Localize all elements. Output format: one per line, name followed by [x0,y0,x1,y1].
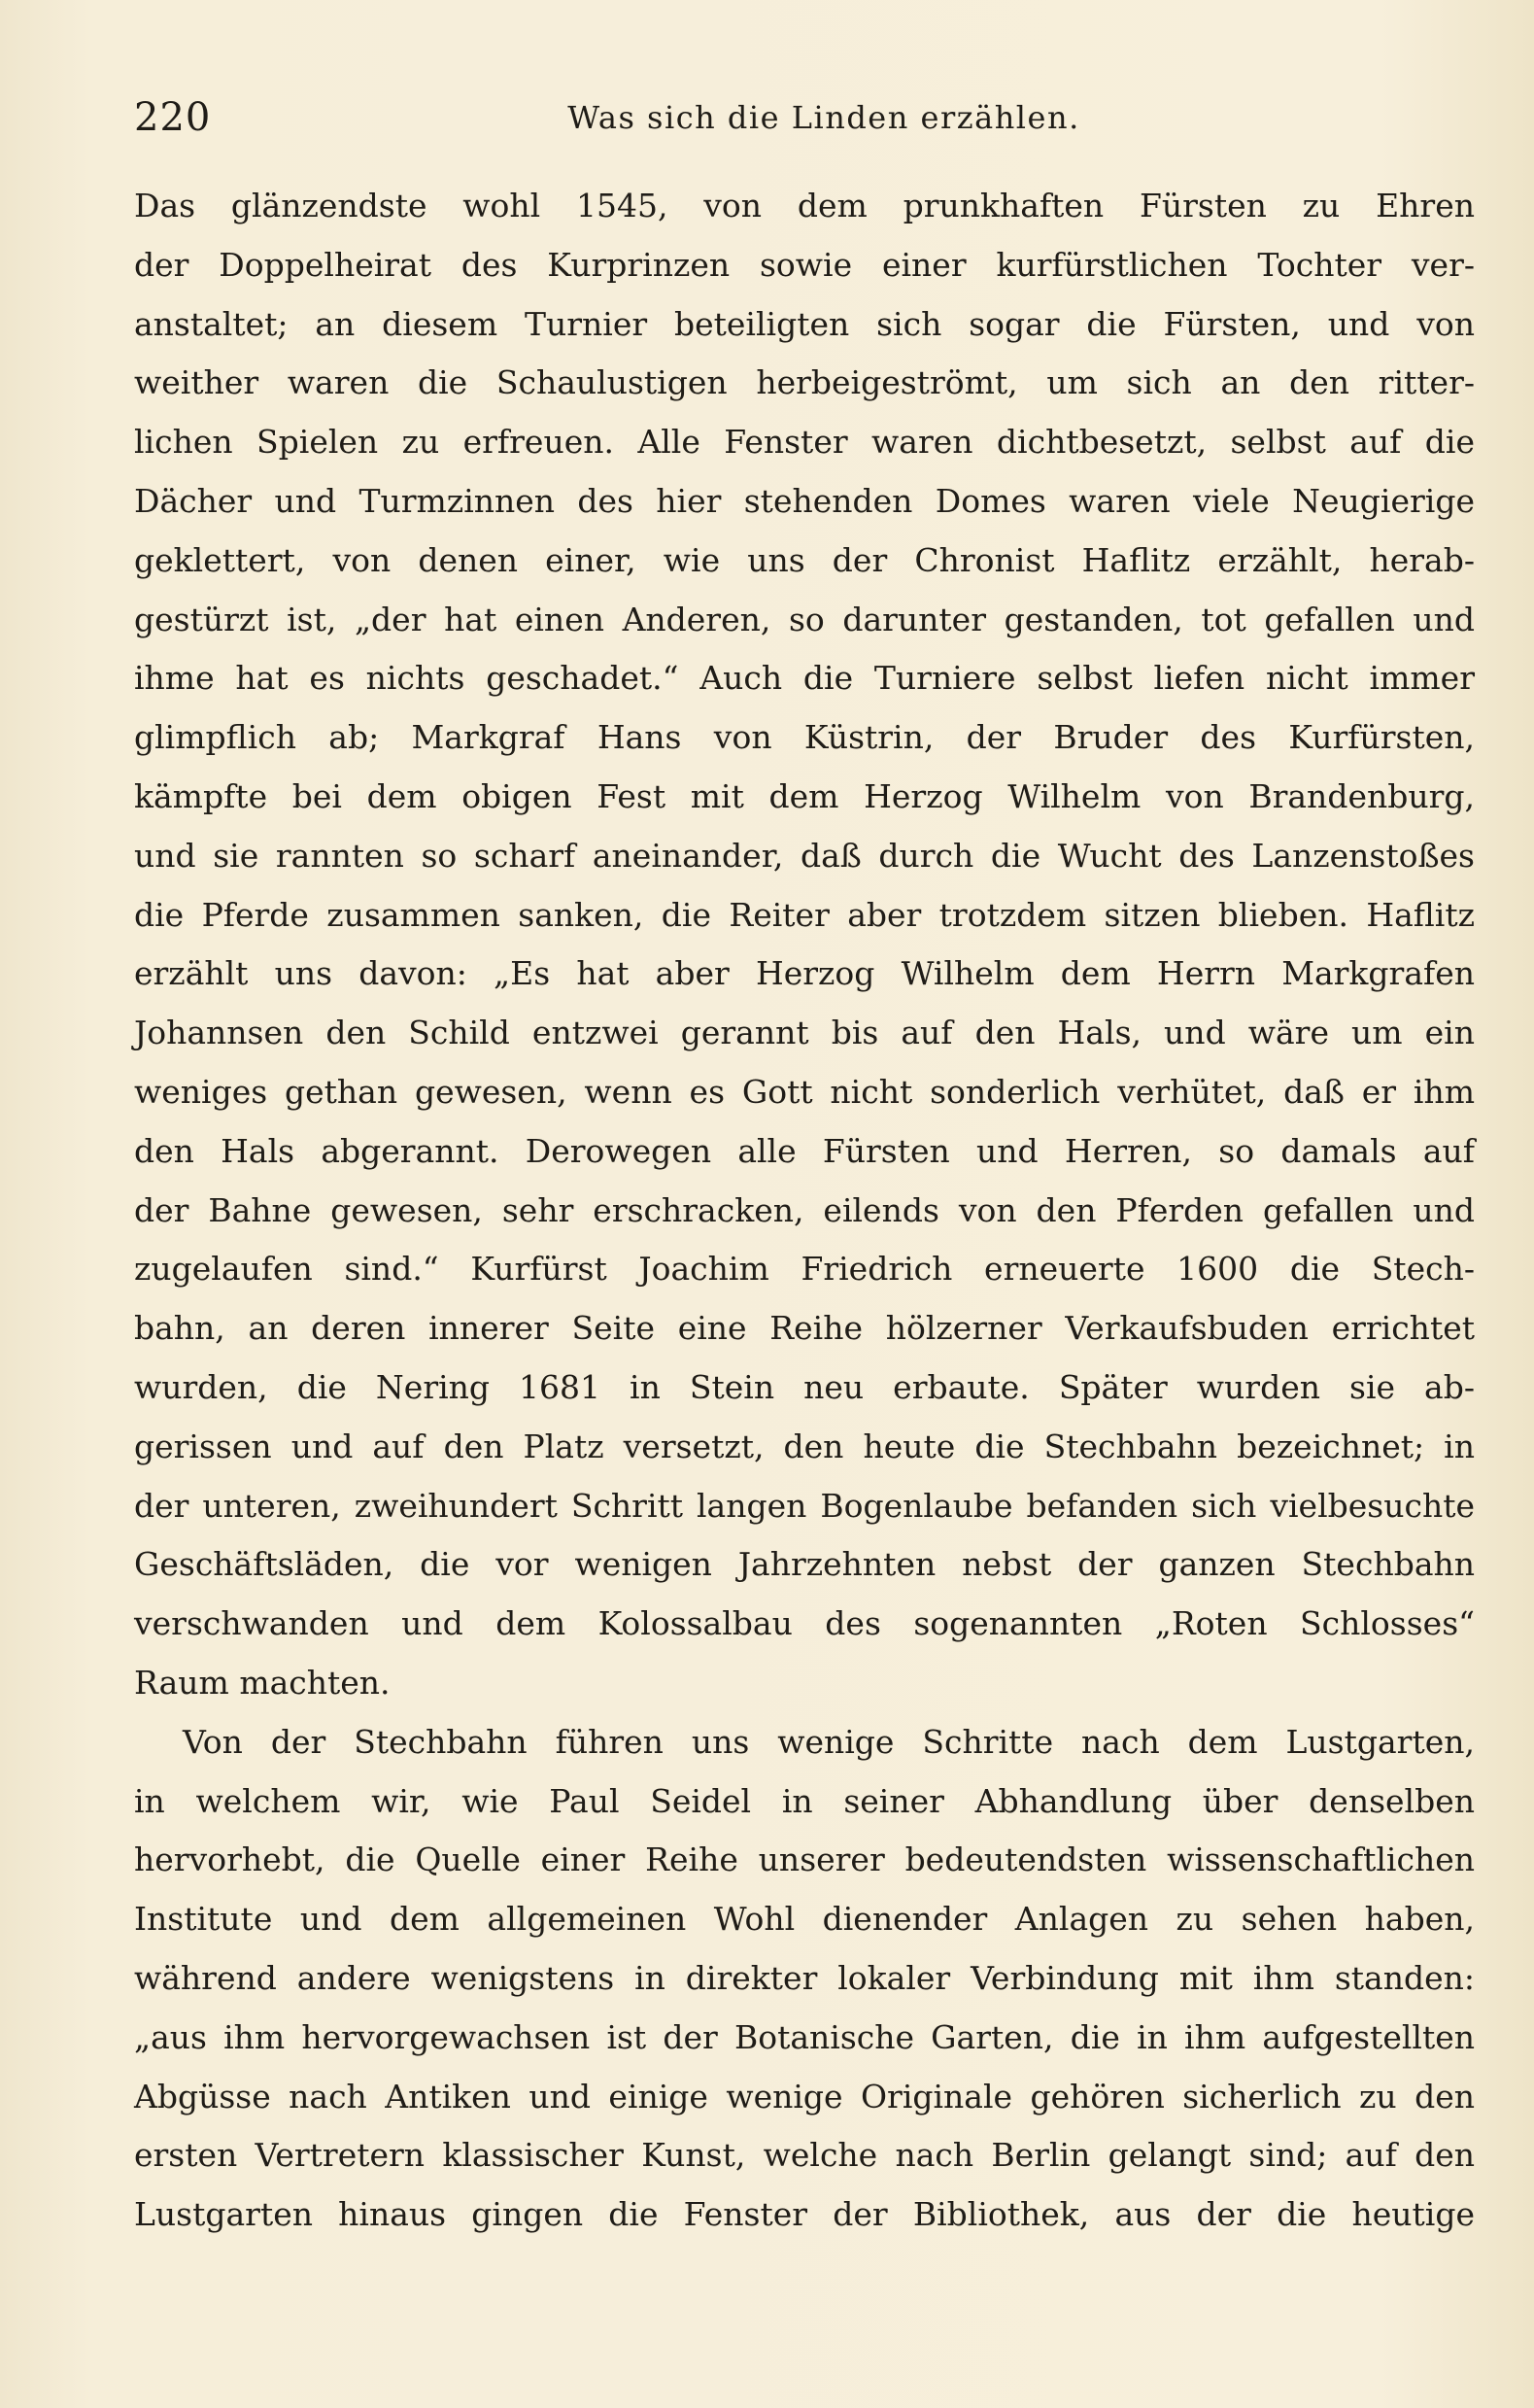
text-line: kämpfte bei dem obigen Fest mit dem Herzog Wilhelm von Brandenburg, [134,776,1475,815]
text-line: während andere wenigstens in direkter lokaler Verbindung mit ihm standen: [134,1958,1475,1997]
text-line: wurden, die Nering 1681 in Stein neu erbaute. Später wurden sie ab- [134,1367,1475,1406]
text-line: weither waren die Schaulustigen herbeigeströmt, um sich an den ritter- [134,363,1475,402]
text-line: anstaltet; an diesem Turnier beteiligten sich sogar die Fürsten, und von [134,304,1475,343]
text-line: hervorhebt, die Quelle einer Reihe unserer bedeutendsten wissenschaftlichen [134,1840,1475,1879]
text-line: der unteren, zweihundert Schritt langen Bogenlaube befanden sich vielbesuchte [134,1486,1475,1525]
text-line: Johannsen den Schild entzwei gerannt bis auf den Hals, und wäre um ein [134,1014,1475,1052]
text-line: ersten Vertretern klassischer Kunst, welche nach Berlin gelangt sind; auf den [134,2136,1475,2175]
running-title: Was sich die Linden erzählen. [567,99,1080,136]
text-line: weniges gethan gewesen, wenn es Gott nicht sonderlich verhütet, daß er ihm [134,1072,1475,1111]
text-line: Das glänzendste wohl 1545, von dem prunkhaften Fürsten zu Ehren [134,187,1475,224]
paragraph [134,1713,1475,2245]
text-line: geklettert, von denen einer, wie uns der Chronist Haflitz erzählt, herab- [134,540,1475,579]
text-line: den Hals abgerannt. Derowegen alle Fürsten und Herren, so damals auf [134,1131,1475,1170]
text-line: bahn, an deren innerer Seite eine Reihe hölzerner Verkaufsbuden errichtet [134,1309,1475,1348]
text-line: Lustgarten hinaus gingen die Fenster der Bibliothek, aus der die heutige [134,2195,1475,2234]
text-line: verschwanden und dem Kolossalbau des sogenannten „Roten Schlosses“ [134,1604,1475,1643]
running-header [134,95,1475,154]
text-line: gestürzt ist, „der hat einen Anderen, so darunter gestanden, tot gefallen und [134,600,1475,638]
text-line: Dächer und Turmzinnen des hier stehenden Domes waren viele Neugierige [134,481,1475,520]
text-line: lichen Spielen zu erfreuen. Alle Fenster waren dichtbesetzt, selbst auf die [134,423,1475,462]
text-line: der Bahne gewesen, sehr erschracken, eilends von den Pferden gefallen und [134,1190,1475,1229]
text-line: und sie rannten so scharf aneinander, daß durch die Wucht des Lanzenstoßes [134,836,1475,875]
text-line: zugelaufen sind.“ Kurfürst Joachim Friedrich erneuerte 1600 die Stech- [134,1250,1475,1289]
text-line: Von der Stechbahn führen uns wenige Schritte nach dem Lustgarten, [183,1722,1475,1761]
text-line: der Doppelheirat des Kurprinzen sowie einer kurfürstlichen Tochter ver- [134,245,1475,284]
text-line: gerissen und auf den Platz versetzt, den heute die Stechbahn bezeichnet; in [134,1427,1475,1465]
text-line: glimpflich ab; Markgraf Hans von Küstrin, der Bruder des Kurfürsten, [134,718,1475,757]
text-line: Abgüsse nach Antiken und einige wenige Originale gehören sicherlich zu den [134,2077,1475,2116]
text-line: Geschäftsläden, die vor wenigen Jahrzehnten nebst der ganzen Stechbahn [134,1545,1475,1584]
text-line: die Pferde zusammen sanken, die Reiter aber trotzdem sitzen blieben. Haflitz [134,895,1475,934]
text-line: „aus ihm hervorgewachsen ist der Botanische Garten, die in ihm aufgestellten [134,2017,1475,2056]
body-text [134,177,1475,2245]
text-line: Raum machten. [134,1663,391,1702]
text-line: in welchem wir, wie Paul Seidel in seiner Abhandlung über denselben [134,1781,1475,1820]
text-line: erzählt uns davon: „Es hat aber Herzog Wilhelm dem Herrn Markgrafen [134,954,1475,993]
paragraphs [134,177,1475,2245]
paragraph [134,177,1475,1713]
text-line: Institute und dem allgemeinen Wohl dienender Anlagen zu sehen haben, [134,1900,1475,1939]
text-line: ihme hat es nichts geschadet.“ Auch die Turniere selbst liefen nicht immer [134,659,1475,698]
page-number: 220 [134,95,212,140]
